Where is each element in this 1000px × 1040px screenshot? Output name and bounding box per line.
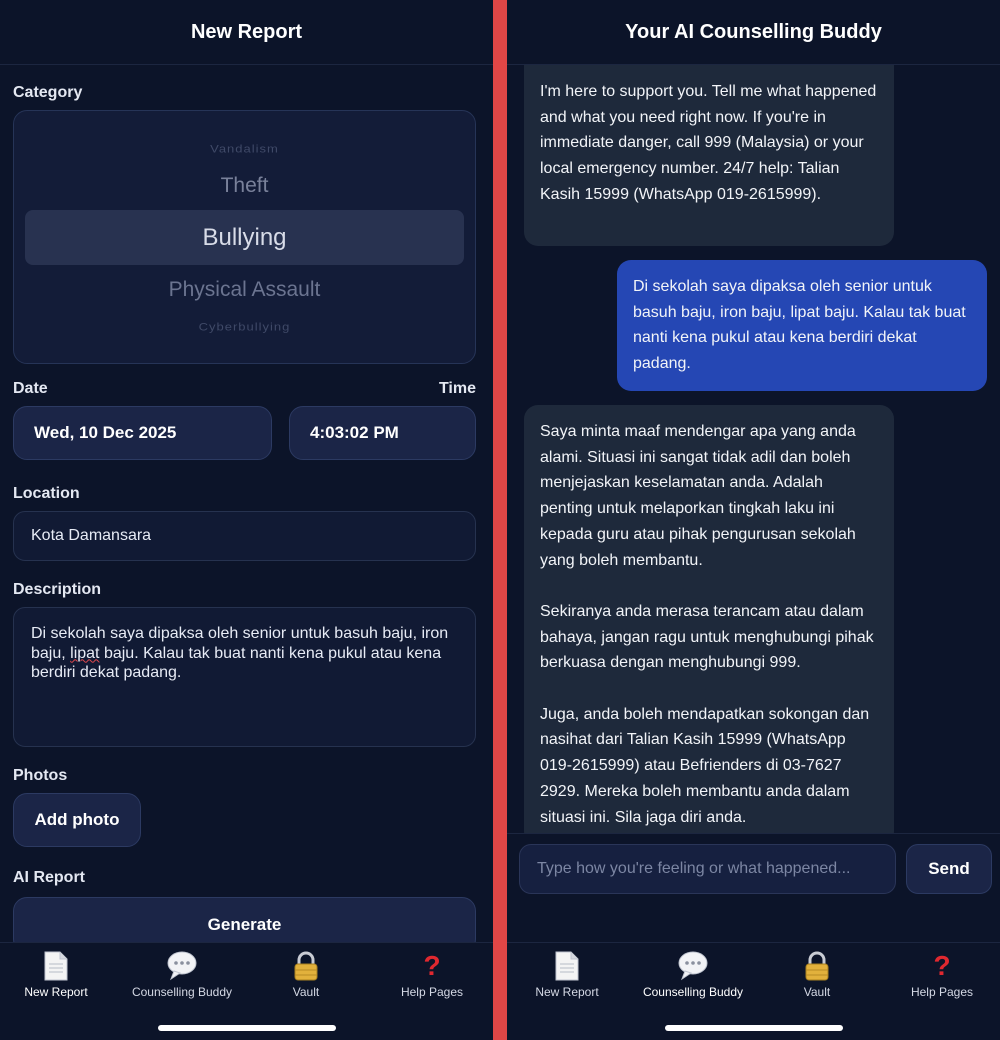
- question-mark-icon: ?: [423, 950, 441, 981]
- message-placeholder: Type how you're feeling or what happened...: [537, 860, 851, 877]
- tab-new-report[interactable]: [507, 951, 627, 999]
- speech-bubble-icon: [633, 951, 753, 981]
- picker-option-theft[interactable]: Theft: [220, 174, 269, 197]
- tab-label: Help Pages: [400, 985, 464, 999]
- picker-option-cyberbullying[interactable]: Cyberbullying: [198, 320, 291, 333]
- picker-option-bullying[interactable]: Bullying: [202, 224, 287, 251]
- category-label: Category: [13, 84, 83, 101]
- photos-label: Photos: [13, 767, 68, 784]
- page-title: New Report: [190, 20, 303, 43]
- header: [507, 0, 1000, 65]
- ai-report-label: AI Report: [13, 869, 85, 886]
- tab-vault[interactable]: [246, 951, 366, 999]
- location-value: Kota Damansara: [31, 527, 152, 544]
- tab-new-report[interactable]: [0, 951, 116, 999]
- picker-option-vandalism[interactable]: Vandalism: [210, 142, 279, 155]
- generate-label: Generate: [207, 915, 282, 934]
- location-input[interactable]: [13, 511, 476, 561]
- description-textarea[interactable]: [13, 607, 476, 747]
- description-text: Di sekolah saya dipaksa oleh senior untuk basuh baju, iron baju,: [31, 625, 449, 662]
- tab-label: Vault: [803, 985, 831, 999]
- lock-icon: [757, 951, 877, 981]
- document-icon: [507, 951, 627, 981]
- add-photo-button[interactable]: [13, 793, 141, 847]
- tab-help-pages[interactable]: [882, 951, 1000, 999]
- date-value: Wed, 10 Dec 2025: [34, 423, 177, 442]
- tab-counselling-buddy[interactable]: [633, 951, 753, 999]
- page-title: Your AI Counselling Buddy: [625, 20, 882, 43]
- home-indicator: [665, 1025, 843, 1031]
- tab-counselling-buddy[interactable]: [122, 951, 242, 999]
- question-mark-icon: ?: [933, 950, 951, 981]
- send-label: Send: [928, 859, 970, 878]
- tab-label: Counselling Buddy: [131, 985, 233, 999]
- tab-label: Counselling Buddy: [642, 985, 744, 999]
- tab-label: New Report: [24, 985, 88, 999]
- location-label: Location: [13, 485, 80, 502]
- counselling-buddy-screen: [507, 0, 1000, 1040]
- date-label: Date: [13, 380, 48, 397]
- header: [0, 0, 493, 65]
- chat-message-list[interactable]: [507, 65, 1000, 833]
- tab-help-pages[interactable]: [372, 951, 492, 999]
- description-text-end: baju. Kalau tak buat nanti kena pukul atau kena berdiri dekat padang.: [31, 644, 442, 681]
- tab-label: Help Pages: [910, 985, 974, 999]
- lock-icon: [246, 951, 366, 981]
- home-indicator: [158, 1025, 336, 1031]
- document-icon: [0, 951, 116, 981]
- time-picker-button[interactable]: [289, 406, 476, 460]
- send-button[interactable]: [906, 844, 992, 894]
- message-input[interactable]: [519, 844, 896, 894]
- date-picker-button[interactable]: [13, 406, 272, 460]
- picker-option-physical-assault[interactable]: Physical Assault: [168, 278, 321, 301]
- description-label: Description: [13, 581, 102, 598]
- spellcheck-flagged-word: lipat: [70, 644, 100, 662]
- user-message: Di sekolah saya dipaksa oleh senior untuk basuh baju, iron baju, lipat baju. Kalau tak buat nanti kena pukul atau kena berdiri dekat padang.: [617, 260, 987, 391]
- add-photo-label: Add photo: [34, 810, 120, 829]
- tab-label: Vault: [292, 985, 320, 999]
- time-value: 4:03:02 PM: [310, 423, 399, 442]
- new-report-screen: [0, 0, 493, 1040]
- bot-message: I'm here to support you. Tell me what happened and what you need right now. If you're in immediate danger, call 999 (Malaysia) or your local emergency number. 24/7 help: Talian Kasih 15999 (WhatsApp 019-2615999).: [524, 65, 894, 246]
- tab-vault[interactable]: [757, 951, 877, 999]
- category-picker[interactable]: [13, 110, 476, 364]
- time-label: Time: [438, 380, 476, 397]
- bot-message: Saya minta maaf mendengar apa yang anda alami. Situasi ini sangat tidak adil dan boleh menjejaskan keselamatan anda. Adalah penting untuk melaporkan tingkah laku ini kepada guru atau pihak pengurusan sekolah yang boleh membantu. Sekiranya anda merasa terancam atau dalam bahaya, jangan ragu untuk menghubungi pihak berkuasa dengan menghubungi 999. Juga, anda boleh mendapatkan sokongan dan nasihat dari Talian Kasih 15999 (WhatsApp 019-2615999) atau Befrienders di 03-7627 2929. Mereka boleh membantu anda dalam situasi ini. Sila jaga diri anda.: [524, 405, 894, 833]
- speech-bubble-icon: [122, 951, 242, 981]
- composer: [507, 833, 1000, 942]
- tab-label: New Report: [535, 985, 599, 999]
